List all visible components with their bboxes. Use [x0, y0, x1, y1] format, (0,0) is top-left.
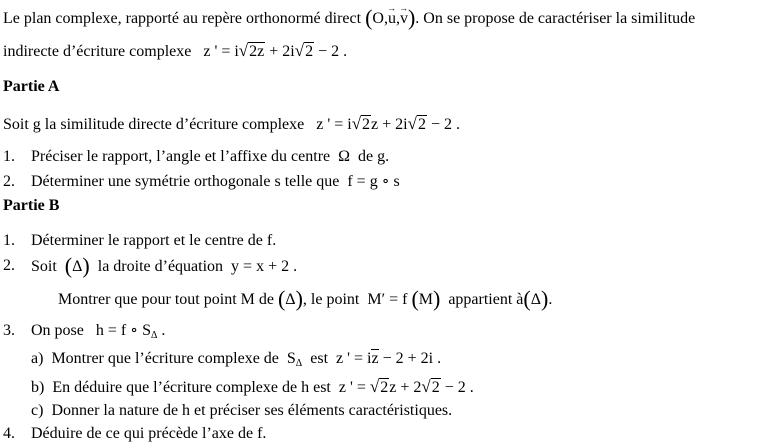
intro-line-2: indirecte d’écriture complexe z ' = i√2z + 2i√2 − 2 . — [3, 41, 348, 60]
partB-item-3b: b) En déduire que l’écriture complexe de h est z ' = √2z + 2√2 − 2 . — [31, 377, 474, 396]
partB-item-2: 2. Soit (Δ) la droite d’équation y = x + 2 . — [3, 253, 298, 278]
partB-item-2-sub: Montrer que pour tout point M de (Δ), le point M′ = f (M) appartient à(Δ). — [58, 286, 553, 311]
partB-item-4: 4. Déduire de ce qui précède l’axe de f. — [3, 425, 267, 442]
partA-item-2: 2. Déterminer une symétrie orthogonale s telle que f = g ∘ s — [3, 173, 400, 190]
partB-title: Partie B — [3, 197, 60, 214]
partB-item-3: 3. On pose h = f ∘ $S_\Delta$ . — [3, 322, 166, 341]
partB-item-3c: c) Donner la nature de h et préciser ses éléments caractéristiques. — [31, 402, 453, 419]
formula-f: z ' = i√2z + 2i√2 − 2 . — [203, 41, 348, 60]
intro-line-1: Le plan complexe, rapporté au repère orthonormé direct (O,→ u,→ v). On se propose de caractériser la similitude — [3, 8, 695, 29]
partA-sentence: Soit g la similitude directe d’écriture complexe z ' = i√2z + 2i√2 − 2 . — [3, 114, 460, 133]
formula-g: z ' = i√2z + 2i√2 − 2 . — [316, 114, 460, 133]
partB-item-1: 1. Déterminer le rapport et le centre de f. — [3, 232, 277, 249]
partB-item-3a: a) Montrer que l’écriture complexe de $S_\Delta$ est z ' = iz − 2 + 2i . — [31, 350, 442, 369]
partA-item-1: 1. Préciser le rapport, l’angle et l’affixe du centre Ω de g. — [3, 148, 390, 165]
partA-title: Partie A — [3, 78, 60, 95]
